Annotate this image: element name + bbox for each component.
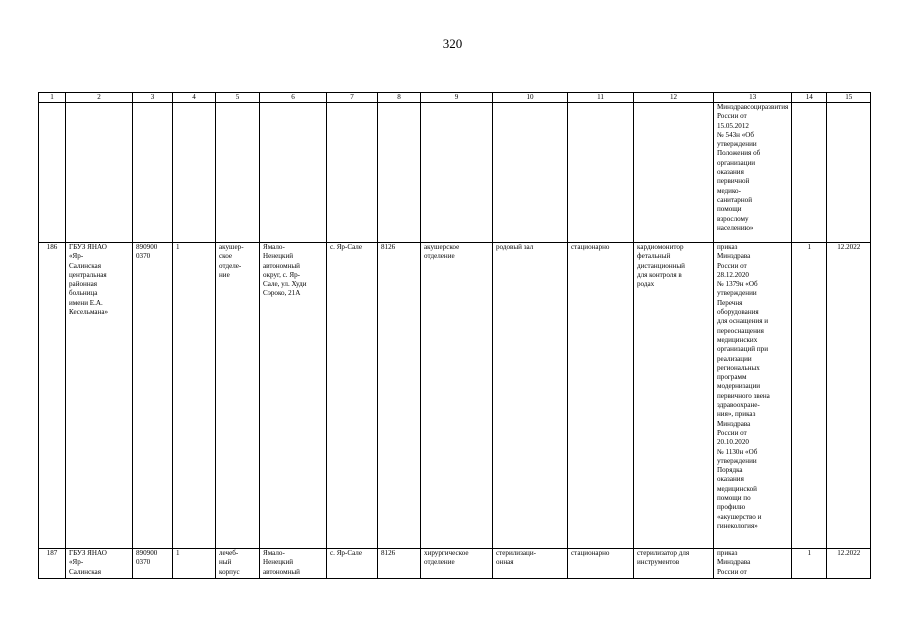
cell-text: 187	[46, 549, 58, 557]
table-body	[39, 93, 871, 579]
cell-text: кардиомонитор фетальный дистанционный для контроля в родах	[637, 243, 685, 289]
column-number-row	[39, 93, 871, 103]
cell-text: с. Яр-Сале	[330, 549, 362, 557]
cell-text: приказ Минздрава России от	[717, 549, 751, 576]
column-number-cell: 14	[792, 93, 827, 103]
column-number-cell: 1	[39, 93, 66, 103]
cell-text: 1	[176, 549, 180, 557]
table-cell	[493, 549, 568, 579]
registry-table	[38, 92, 871, 579]
cell-text: 8126	[381, 243, 396, 251]
column-number-cell: 8	[378, 93, 421, 103]
table-cell	[133, 549, 173, 579]
table-cell	[568, 103, 634, 243]
table-cell	[634, 549, 714, 579]
column-number-cell: 2	[66, 93, 133, 103]
table-cell	[634, 103, 714, 243]
table-cell	[714, 243, 792, 549]
table-cell	[66, 243, 133, 549]
table-cell	[378, 549, 421, 579]
table-cell	[714, 549, 792, 579]
table-cell	[133, 103, 173, 243]
table-cell	[421, 549, 493, 579]
cell-text: хирургическое отделение	[424, 549, 469, 567]
table-cell	[568, 549, 634, 579]
table-cell	[378, 243, 421, 549]
table-cell	[378, 103, 421, 243]
cell-text: 1	[176, 243, 180, 251]
table-cell	[792, 103, 827, 243]
column-number-cell: 15	[827, 93, 871, 103]
column-number-cell: 6	[260, 93, 327, 103]
cell-text: акушерское отделение	[424, 243, 460, 261]
cell-text: стационарно	[571, 243, 610, 251]
table-cell	[173, 243, 216, 549]
table-cell	[216, 549, 260, 579]
table-cell	[173, 549, 216, 579]
table-row	[39, 103, 871, 243]
table-cell	[792, 549, 827, 579]
table-cell	[493, 243, 568, 549]
cell-text: стерилизаци- онная	[496, 549, 536, 567]
cell-text: с. Яр-Сале	[330, 243, 362, 251]
cell-text: Минздравсоциразвития России от 15.05.2012 № 543н «Об утверждении Положения об организации оказания первичной медико- санитарной помощи взрослому населению»	[717, 103, 789, 232]
cell-text: Ямало- Ненецкий автономный округ, с. Яр- Сале, ул. Худи Сэроко, 21А	[263, 243, 307, 298]
cell-text: 890900 0370	[136, 243, 158, 261]
table-cell	[792, 243, 827, 549]
table-cell	[39, 103, 66, 243]
cell-text: ГБУЗ ЯНАО «Яр- Салинская центральная районная больница имени Е.А. Кесельмана»	[69, 243, 109, 317]
cell-text: родовый зал	[496, 243, 534, 251]
table-cell	[173, 103, 216, 243]
table-cell	[260, 103, 327, 243]
cell-text: лечеб- ный корпус	[219, 549, 240, 576]
column-number-cell: 11	[568, 93, 634, 103]
table-cell	[260, 243, 327, 549]
table-cell	[66, 549, 133, 579]
table-cell	[827, 549, 871, 579]
column-number-cell: 7	[327, 93, 378, 103]
table-cell	[568, 243, 634, 549]
cell-text: 12.2022	[837, 549, 861, 557]
cell-text: приказ Минздрава России от 28.12.2020 № 1379н «Об утверждении Перечня оборудования для оснащения и переоснащения медицинских организаций при реализации региональных программ модернизации первичного звена здравоохране- ния», приказ Минздрава России от 20.10.2020 № 1130н «Об утверждении Порядка оказания медицинской помощи по профилю «акушерство и гинекология»	[717, 243, 770, 530]
table-cell	[714, 103, 792, 243]
table-cell	[260, 549, 327, 579]
column-number-cell: 3	[133, 93, 173, 103]
column-number-cell: 5	[216, 93, 260, 103]
cell-text: 1	[807, 243, 812, 251]
cell-text: 186	[46, 243, 58, 251]
cell-text: ГБУЗ ЯНАО «Яр- Салинская	[69, 549, 107, 576]
table-cell	[327, 243, 378, 549]
table-cell	[827, 103, 871, 243]
cell-text: стерилизатор для инструментов	[637, 549, 690, 567]
cell-text: 1	[807, 549, 812, 557]
table-cell	[493, 103, 568, 243]
cell-text: 12.2022	[837, 243, 861, 251]
column-number-cell: 9	[421, 93, 493, 103]
column-number-cell: 4	[173, 93, 216, 103]
table-cell	[66, 103, 133, 243]
table-cell	[39, 243, 66, 549]
cell-text: Ямало- Ненецкий автономный	[263, 549, 300, 576]
cell-text: 890900 0370	[136, 549, 158, 567]
table-cell	[327, 103, 378, 243]
table-cell	[421, 103, 493, 243]
table-cell	[216, 243, 260, 549]
cell-text: 8126	[381, 549, 396, 557]
table-cell	[39, 549, 66, 579]
table-row	[39, 243, 871, 549]
cell-text: стационарно	[571, 549, 610, 557]
column-number-cell: 13	[714, 93, 792, 103]
column-number-cell: 10	[493, 93, 568, 103]
cell-text: акушер- ское отделе- ние	[219, 243, 244, 279]
table-cell	[133, 243, 173, 549]
table-cell	[827, 243, 871, 549]
table-cell	[421, 243, 493, 549]
table-cell	[216, 103, 260, 243]
column-number-cell: 12	[634, 93, 714, 103]
table-cell	[634, 243, 714, 549]
table-cell	[327, 549, 378, 579]
page-number: 320	[442, 36, 463, 51]
table-row	[39, 549, 871, 579]
